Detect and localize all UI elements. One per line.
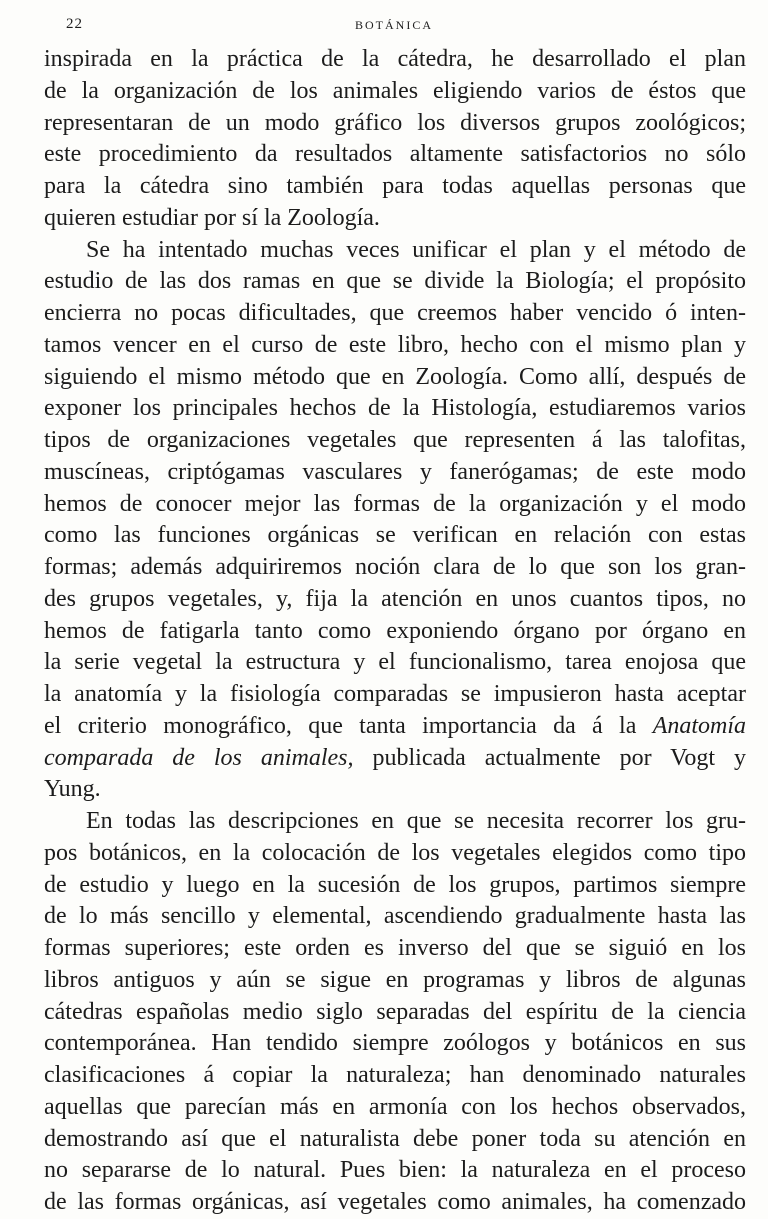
text-line: cátedras españolas medio siglo separadas del espíritu de la ciencia (44, 998, 746, 1025)
text-line: la serie vegetal la estructura y el funcionalismo, tarea enojosa que (44, 649, 746, 676)
text-line: representaran de un modo gráfico los diversos grupos zoológicos; (44, 109, 746, 136)
text-line: hemos de conocer mejor las formas de la organización y el modo (44, 490, 746, 517)
text-line: muscíneas, criptógamas vasculares y fanerógamas; de este modo (44, 458, 746, 485)
text-line: tipos de organizaciones vegetales que representen á las talofitas, (44, 427, 746, 453)
text-line: no separarse de lo natural. Pues bien: la naturaleza en el proceso (44, 1157, 746, 1184)
text-line: formas; además adquiriremos noción clara de lo que son los gran- (44, 554, 746, 580)
text-line: Se ha intentado muchas veces unificar el plan y el método de (86, 236, 746, 263)
text-line: de lo más sencillo y elemental, ascendiendo gradualmente hasta las (44, 903, 746, 930)
text-line: de estudio y luego en la sucesión de los grupos, partimos siempre (44, 871, 746, 898)
text-line (44, 743, 746, 775)
page-number: 22 (66, 16, 83, 32)
text-line: pos botánicos, en la colocación de los vegetales elegidos como tipo (44, 839, 746, 866)
text-line: siguiendo el mismo método que en Zoología. Como allí, después de (44, 363, 746, 390)
text-line: tamos vencer en el curso de este libro, hecho con el mismo plan y (44, 331, 746, 358)
text-line: estudio de las dos ramas en que se divide la Biología; el propósito (44, 268, 746, 295)
text-line: de las formas orgánicas, así vegetales como animales, ha comenzado (44, 1189, 746, 1215)
italic-title-start: Anatomía (652, 712, 746, 739)
page-header (44, 12, 744, 36)
text-line: de la organización de los animales eligiendo varios de éstos que (44, 77, 746, 104)
text-line: exponer los principales hechos de la Histología, estudiaremos varios (44, 395, 746, 422)
text-line: contemporánea. Han tendido siempre zoólogos y botánicos en sus (44, 1030, 746, 1057)
text-line: clasificaciones á copiar la naturaleza; han denominado naturales (44, 1062, 746, 1088)
text-line: formas superiores; este orden es inverso del que se siguió en los (44, 935, 746, 961)
text-line: encierra no pocas dificultades, que creemos haber vencido ó inten- (44, 300, 746, 326)
text-line: En todas las descripciones en que se necesita recorrer los gru- (86, 808, 746, 834)
body-text (44, 44, 746, 1219)
running-head: BOTÁNICA (355, 18, 433, 32)
text-line: quieren estudiar por sí la Zoología. (44, 204, 380, 231)
text-line: hemos de fatigarla tanto como exponiendo órgano por órgano en (44, 617, 746, 644)
text-line: aquellas que parecían más en armonía con los hechos observados, (44, 1093, 746, 1120)
text-line: des grupos vegetales, y, fija la atención en unos cuantos tipos, no (44, 585, 746, 612)
text-line: libros antiguos y aún se sigue en programas y libros de algunas (44, 966, 746, 993)
text-line: Yung. (44, 776, 101, 803)
text-line: demostrando así que el naturalista debe poner toda su atención en (44, 1125, 746, 1152)
text-line: este procedimiento da resultados altamente satisfactorios no sólo (44, 141, 746, 168)
text-line: como las funciones orgánicas se verifican en relación con estas (44, 522, 746, 549)
text-line: la anatomía y la fisiología comparadas se impusieron hasta aceptar (44, 681, 746, 707)
text-line (44, 711, 746, 743)
line-text: el criterio monográfico, que tanta importancia da á la (44, 712, 637, 739)
line-text: publicada actualmente por Vogt y (372, 744, 746, 771)
text-line: para la cátedra sino también para todas aquellas personas que (44, 173, 746, 199)
text-line: inspirada en la práctica de la cátedra, he desarrollado el plan (44, 46, 746, 72)
italic-title-end: comparada de los animales, (44, 744, 354, 771)
